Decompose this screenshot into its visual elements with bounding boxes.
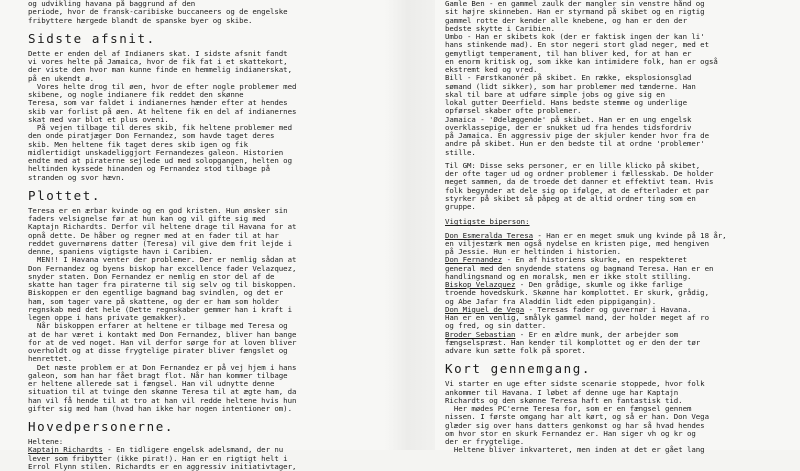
text-line: situation til at tvinge den skønne Teresa til at ægte ham, da (28, 387, 297, 397)
text-line: galeon, som han har fået bragt flot. Når han kommer tilbage (28, 370, 288, 380)
text-line: hans stinkende mad). En stor negeri stort glad neger, med et (445, 40, 709, 50)
last-part-paragraph (28, 50, 373, 182)
heading-main-characters: Hovedpersonerne. (28, 419, 175, 434)
text-line: Det næste problem er at Don Fernandez er på vej hjem i hans (28, 362, 297, 372)
left-column (28, 0, 373, 471)
text-line: Biskoppen er den egentlige bagmand bag svindlen, og det er (28, 288, 284, 298)
text-line: ham, som tager vare på skattene, og der er ham som holder (28, 296, 279, 306)
text-line: er heltene allerede sat i fængsel. Han vil udnytte denne (28, 379, 275, 388)
character-description: Han er en venlig, smålyk gammel mand, der holder meget af ro (445, 313, 709, 322)
text-line: Til GM: Disse seks personer, er en lille klicko på skibet, (445, 160, 701, 170)
character-name: Biskop Velazquez (445, 280, 516, 289)
heading-plot: Plottet. (28, 187, 102, 203)
text-line: regnskab med det hele (Dette regnskaber gemmer han i kraft i (28, 304, 292, 314)
character-description: og Abe Jafar fra Aladdin lidt eden pippigangin). (445, 296, 657, 306)
character-description: og fred, og sin datter. (445, 321, 547, 331)
text-line: overklassepige, der er snukket ud fra hendes tidsfordriv (445, 122, 692, 132)
character-description: på Jessie. Hun er heltinden i historien. (445, 247, 621, 256)
text-line: gemytligt temperament, til han bliver ked, for at han er (445, 48, 692, 58)
text-line: for at de ved noget. Han vil derfor sørge for at loven bliver (28, 337, 297, 347)
text-line: ekstremt ked og vred. (445, 65, 538, 74)
crew-list (445, 0, 790, 157)
character-name: Don Miguel de Vega (445, 304, 525, 314)
text-line: lokal gutter Deerfield. Hans bedste stemme og underlige (445, 98, 687, 107)
intro-paragraph (28, 0, 373, 25)
text-line: gammel rotte der kender alle knebene, og han er den der (445, 15, 687, 25)
character-name: Broder Sebastian (445, 329, 516, 339)
text-line: der ofte tager ud og ordner problemer i fællesskab. De holder (445, 169, 714, 178)
text-line: skib. Men heltene fik taget deres skib igen og fik (28, 139, 248, 149)
text-line: legen oppe i hans private gemakker). (28, 313, 187, 322)
text-line: vi vores helte på Jamaica, hvor de fik fat i et skattekort, (28, 57, 288, 66)
text-line: heltinden kyssede hinanden og Fernandez stod tilbage på (28, 164, 270, 174)
character-description: - Den grådige, skumle og ikke farlige (515, 280, 683, 289)
heroes-label: Heltene: (28, 437, 64, 446)
text-line: sit højre skinneben. Han er styrmand på skibet og en rigtig (445, 7, 705, 17)
text-line: Bill - Førstkanonér på skibet. En række, eksplosionsglad (445, 73, 692, 83)
character-description: - En af historiens skurke, en respekteret (502, 255, 687, 265)
text-line: Kaptajn Richardts. Derfor vil heltene drage til Havana for at (28, 222, 297, 232)
text-line: om hvor stor en skurk Fernandez er. Han siger vh og kr og (445, 428, 696, 438)
text-line: henrettet. (28, 354, 72, 364)
text-line: Jamaica - 'Ødelæggende' på skibet. Han er en ung engelsk (445, 114, 692, 124)
hero-line: lever som fribytter (ikke pirat!). Han er en rigtigt helt i (28, 453, 288, 463)
text-line: stranden og svor hævn. (28, 172, 125, 182)
text-line: opførsel skaber ofte problemer. (445, 106, 582, 116)
gm-note (445, 162, 790, 212)
page-gutter (385, 0, 435, 450)
character-description: troende hovedskurk. Skønne har komplottet. Er skurk, grådig, (445, 288, 709, 298)
text-line: reddet guvernørens datter (Teresa) vil give dem frit lejde i (28, 238, 292, 248)
right-column (445, 0, 790, 455)
text-line: skib var forlist på øen. At heltene fik en del af indianernes (28, 106, 297, 116)
text-line: Dette er enden del af Indianers skat. I sidste afsnit fandt (28, 48, 288, 58)
character-description: en viljestærk men også nydelse en kristen pige, med hengiven (445, 238, 709, 248)
hero-line: Errol Flynn stilen. Richardts er en aggressiv initiativtager, (28, 461, 297, 471)
text-line: der viste den hvor man kunne finde en hemmelig indianerskat, (28, 65, 292, 75)
text-line: Vores helte drog til øen, hvor de efter nogle problemer med (28, 81, 297, 91)
text-line: På vejen tilbage til deres skib, fik heltene problemer med (28, 123, 292, 132)
text-line: Teresa er en ærbar kvinde og en god kristen. Hun ønsker sin (28, 205, 288, 215)
heading-important-characters: Vigtigste biperson: (445, 217, 530, 227)
text-line: en enorm kritisk og, som ikke kan intimidere folk, han er også (445, 56, 718, 66)
text-line: og udvikling havana på baggrund af den (28, 0, 196, 8)
text-line: fribyttere hærgede blandt de spanske byer og skibe. (28, 15, 253, 25)
hero-name: Kaptajn Richardts (28, 445, 103, 455)
text-line: styrker på skibet så påpeg at de altid ordner ting som en (445, 193, 696, 203)
text-line: at de har været i kontakt med Don Fernandez, bliver han bange (28, 329, 297, 339)
text-line: endte med at piraterne sejlede ud med solopgangen, helten og (28, 156, 292, 165)
important-characters-list (445, 232, 790, 356)
text-line: opnå dette. De håber og regner med at en fader til at har (28, 230, 279, 240)
text-line: sømand (lidt sikker), som har problemer med tænderne. Han (445, 81, 696, 91)
text-line: Teresa, som var faldet i indianernes hænder efter at hendes (28, 98, 288, 108)
text-line: bedste skytte i Caribien. (445, 23, 555, 33)
character-name: Don Esmeralda Teresa (445, 230, 533, 240)
plot-paragraph (28, 207, 373, 413)
text-line: overholdt og at disse frygtelige pirater bliver fængslet og (28, 346, 288, 355)
character-name: Don Fernandez (445, 255, 503, 265)
text-line: Don Fernandez og byens biskop har excellence fader Velazquez, (28, 263, 297, 273)
text-line: skatte han tager fra piraterne til sig selv og til biskoppen. (28, 280, 297, 289)
text-line: folk begynder at dele sig op ifølge, at de efterlader et par (445, 185, 709, 195)
text-line: andre på skibet. Hun er den bedste til at ordne 'problemer' (445, 139, 705, 149)
text-line: gruppe. (445, 202, 476, 211)
character-description: - Han er en meget smuk ung kvinde på 18 år, (533, 230, 727, 240)
text-line: skat med var blot et plus oveni. (28, 114, 169, 124)
text-line: nissen. I første omgang har alt kørt, og så er han. Don Vega (445, 412, 709, 422)
text-line: MEN!! I Havana venter der problemer. Der er nemlig sådan at (28, 255, 297, 265)
character-description: fængselspræst. Han kender til komplottet og er den der tør (445, 337, 701, 347)
text-line: denne, spaniens vigtigste havn i Caribien. (28, 247, 213, 256)
text-line: skal til bare at udføre simple jobs og give sig en (445, 89, 665, 99)
character-description: handlingsmand og en moralsk, men er ikke stolt stilling. (445, 271, 692, 281)
text-line: Her mødes PC'erne Teresa for, som er en fængsel gennem (445, 404, 692, 413)
text-line: han vil få hende til at tro at han vil redde heltene hvis hun (28, 395, 297, 405)
text-line: Heltene bliver inkvarteret, men inden at det er gået lang (445, 445, 705, 455)
text-line: gifter sig med ham (hvad han ikke har nogen intentioner om). (28, 403, 292, 413)
text-line: der er frygtelige. (445, 437, 525, 446)
text-line: midlertidigt unskadeliggjort Fernandezes galeon. Historien (28, 147, 284, 157)
text-line: på Jamaica. En aggressiv pige der skjuler kender hvor fra de (445, 131, 709, 140)
text-line: på en ukendt ø. (28, 73, 94, 83)
character-description: - Teresas fader og guvernør i Havana. (524, 304, 692, 314)
heading-last-part: Sidste afsnit. (28, 30, 156, 46)
heading-course: Kort gennemgang. (445, 361, 592, 377)
text-line: faders velsignelse før at hun kan og vil gifte sig med (28, 214, 266, 223)
text-line: meget sammen, da de troede det danner et effektivt team. Hvis (445, 177, 714, 187)
text-line: Vi starter en uge efter sidste scenarie stoppede, hvor folk (445, 379, 705, 389)
course-paragraph (445, 380, 790, 454)
text-line: glæder sig over hans datters genkomst og har så hvad hendes (445, 420, 705, 430)
text-line: stille. (445, 147, 476, 157)
character-description: general med den snydende statens og bagmand Teresa. Han er en (445, 263, 714, 273)
character-description: advare kun sætte folk på sporet. (445, 346, 586, 355)
text-line: Richardts og den skønne Teresa haft en fantastisk tid. (445, 395, 683, 405)
text-line: Gamle Ben - en gammel zaulk der mangler sin venstre hånd og (445, 0, 705, 8)
text-line: ankommer til Havana. I løbet af denne uge har Kaptajn (445, 387, 679, 397)
text-line: Når biskoppen erfarer at heltene er tilbage med Teresa og (28, 321, 288, 331)
text-line: periode, hvor de fransk-caribiske buccaneers og de engelske (28, 7, 288, 17)
text-line: den onde piratjæger Don Fernandez, som havde taget deres (28, 131, 275, 141)
text-line: skibene, og nogle indianere fik reddet den skønne (28, 90, 244, 99)
text-line: snyder staten. Don Fernandez er nemlig en stor del af de (28, 271, 275, 281)
text-line: Umbo - Han er skibets kok (der er faktisk ingen der kan li' (445, 32, 705, 41)
hero-first-line: - En tidligere engelsk adelsmand, der nu (102, 445, 284, 455)
character-description: - Er en ældre munk, der arbejder som (515, 329, 679, 339)
